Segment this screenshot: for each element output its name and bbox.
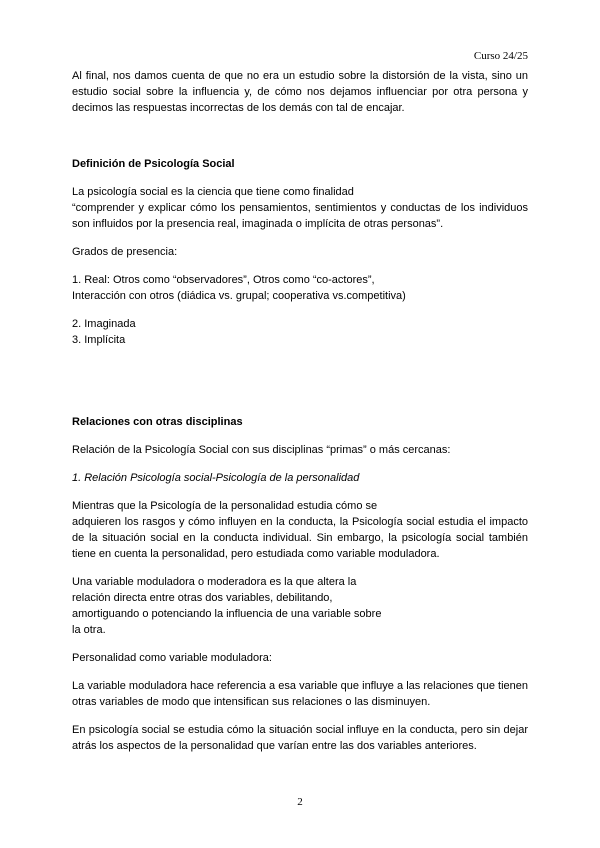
degree-item-real: 1. Real: Otros como “observadores”, Otros como “co-actores”,: [72, 274, 375, 286]
page-number: 2: [297, 796, 303, 808]
degree-item-real-detail: Interacción con otros (diádica vs. grupal; cooperativa vs.competitiva): [72, 290, 406, 302]
moderator-paragraph: La variable moduladora hace referencia a esa variable que influye a las relaciones que tienen otras variables de modo que intensifican sus relaciones o las disminuyen.: [72, 680, 528, 708]
moderator-def-line-3: amortiguando o potenciando la influencia de una variable sobre: [72, 608, 382, 620]
moderator-label: Personalidad como variable moduladora:: [72, 652, 272, 664]
moderator-def-line-1: Una variable moduladora o moderadora es la que altera la: [72, 576, 357, 588]
definition-line-1: La psicología social es la ciencia que tiene como finalidad: [72, 186, 354, 198]
degree-item-implicit: 3. Implícita: [72, 334, 126, 346]
personality-para-rest: adquieren los rasgos y cómo influyen en la conducta, la Psicología social estudia el impacto de la situación social en la conducta individual. Sin embargo, la psicología social también tiene en cuenta la personalidad, pero estudiada como variable moduladora.: [72, 516, 528, 560]
course-header: Curso 24/25: [473, 50, 528, 62]
social-situation-paragraph: En psicología social se estudia cómo la situación social influye en la conducta, pero sin dejar atrás los aspectos de la personalidad que varían entre las dos variables anteriores.: [72, 724, 528, 752]
degrees-label: Grados de presencia:: [72, 246, 178, 258]
relations-intro: Relación de la Psicología Social con sus disciplinas “primas” o más cercanas:: [72, 444, 451, 456]
relations-subtitle: 1. Relación Psicología social-Psicología de la personalidad: [72, 472, 360, 484]
moderator-def-line-2: relación directa entre otras dos variables, debilitando,: [72, 592, 333, 604]
personality-para-line-1: Mientras que la Psicología de la personalidad estudia cómo se: [72, 500, 378, 512]
definition-heading: Definición de Psicología Social: [72, 158, 235, 170]
moderator-def-line-4: la otra.: [72, 624, 106, 636]
definition-line-2: “comprender y explicar cómo los pensamientos, sentimientos y conductas de los individuos son influidos por la presencia real, imaginada o implícita de otras personas”.: [72, 202, 528, 230]
document-body: [72, 68, 528, 754]
relations-heading: Relaciones con otras disciplinas: [72, 416, 243, 428]
intro-paragraph: Al final, nos damos cuenta de que no era un estudio sobre la distorsión de la vista, sino un estudio social sobre la influencia y, de cómo nos dejamos influenciar por otra persona y decimos las respuestas incorrectas de los demás con tal de encajar.: [72, 70, 528, 114]
degree-item-imagined: 2. Imaginada: [72, 318, 136, 330]
